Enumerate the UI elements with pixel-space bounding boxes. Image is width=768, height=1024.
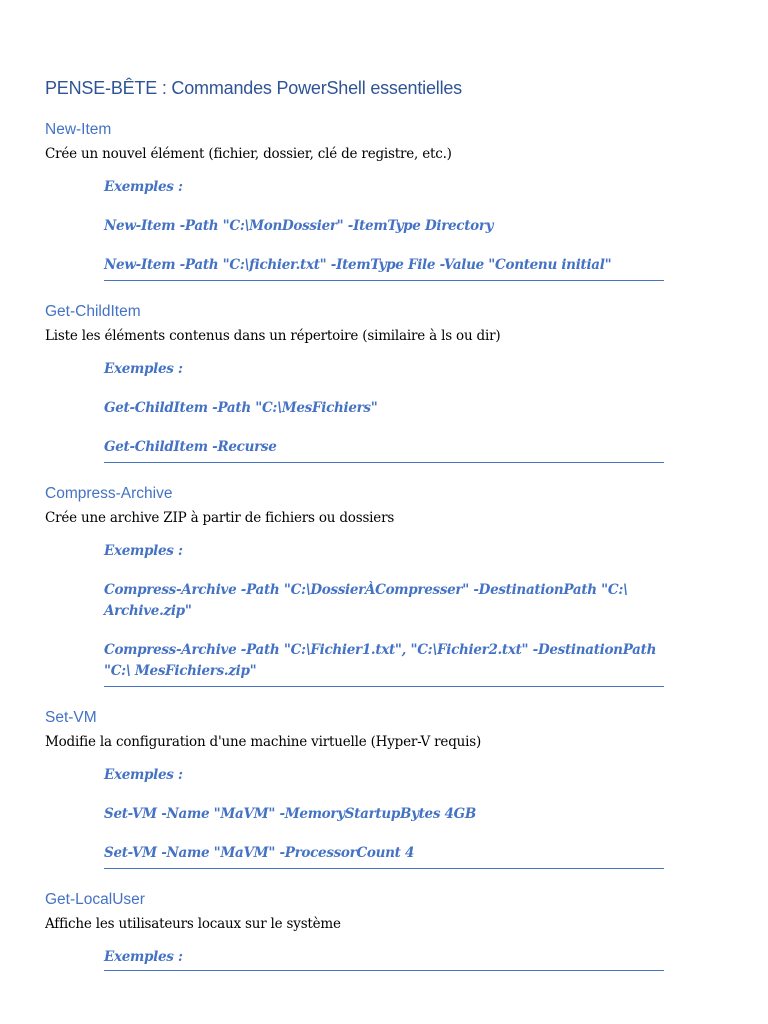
command-heading: Get-ChildItem (45, 303, 141, 320)
command-heading: Get-LocalUser (45, 891, 145, 908)
example-code: Get-ChildItem -Path "C:\MesFichiers" (104, 400, 378, 416)
command-description: Crée un nouvel élément (fichier, dossier, clé de registre, etc.) (45, 146, 452, 162)
command-description: Liste les éléments contenus dans un répertoire (similaire à ls ou dir) (45, 328, 501, 344)
section-divider (104, 868, 664, 869)
section-divider (104, 970, 664, 971)
example-code: Set-VM -Name "MaVM" -MemoryStartupBytes 4GB (104, 806, 476, 822)
page-title: PENSE-BÊTE : Commandes PowerShell essentielles (45, 78, 462, 98)
example-code: Get-ChildItem -Recurse (104, 439, 277, 455)
example-code: Set-VM -Name "MaVM" -ProcessorCount 4 (104, 845, 415, 861)
examples-label: Exemples : (104, 179, 183, 195)
command-heading: Compress-Archive (45, 485, 173, 502)
section-divider (104, 280, 664, 281)
command-heading: New-Item (45, 121, 112, 138)
example-code: New-Item -Path "C:\MonDossier" -ItemType Directory (104, 218, 494, 234)
example-code: New-Item -Path "C:\fichier.txt" -ItemType File -Value "Contenu initial" (104, 257, 612, 273)
examples-label: Exemples : (104, 361, 183, 377)
command-heading: Set-VM (45, 709, 97, 726)
examples-label: Exemples : (104, 767, 183, 783)
section-divider (104, 686, 664, 687)
example-code: Compress-Archive -Path "C:\Fichier1.txt", "C:\Fichier2.txt" -DestinationPath "C:\ MesFichiers.zip" (104, 642, 657, 679)
example-code: Compress-Archive -Path "C:\DossierÀCompresser" -DestinationPath "C:\ Archive.zip" (104, 582, 628, 619)
examples-label: Exemples : (104, 543, 183, 559)
section-divider (104, 462, 664, 463)
command-description: Modifie la configuration d'une machine virtuelle (Hyper-V requis) (45, 734, 482, 750)
command-description: Crée une archive ZIP à partir de fichiers ou dossiers (45, 510, 395, 526)
examples-label: Exemples : (104, 949, 183, 965)
command-description: Affiche les utilisateurs locaux sur le système (45, 916, 341, 932)
